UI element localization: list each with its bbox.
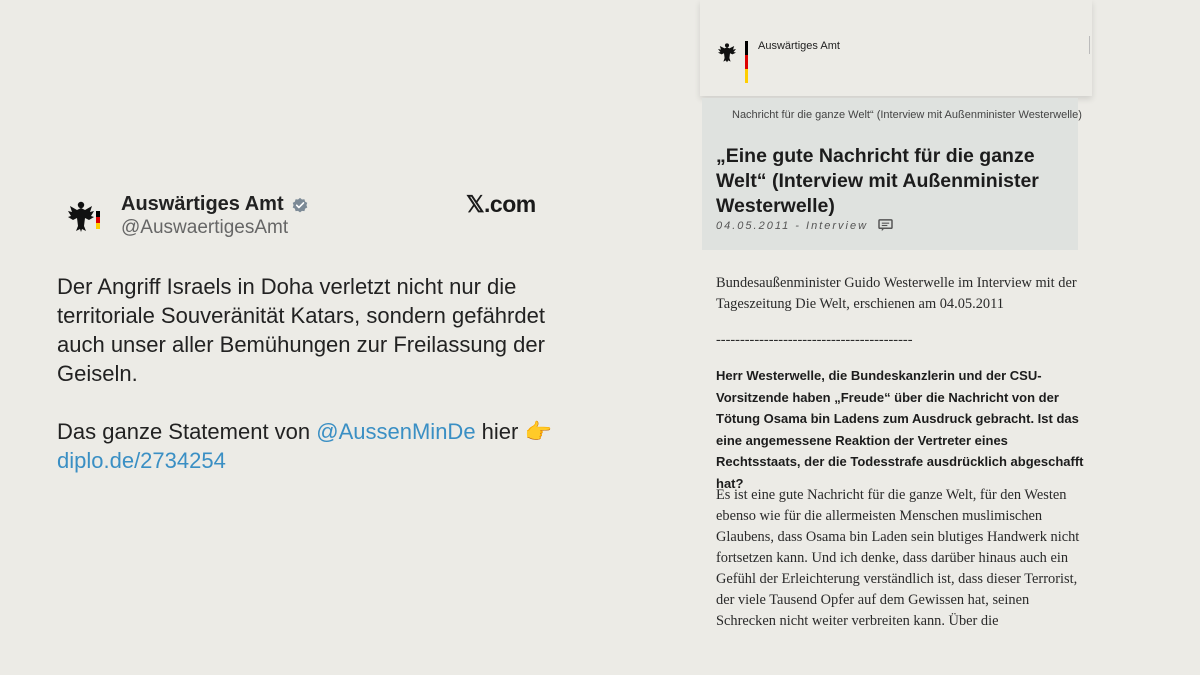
header-divider (1089, 36, 1090, 54)
statement-link[interactable]: diplo.de/2734254 (57, 448, 226, 473)
interview-question: Herr Westerwelle, die Bundeskanzlerin und der CSU-Vorsitzende haben „Freude“ über die Nachricht von der Tötung Osama bin Ladens zum Ausdruck gebracht. Ist das eine angemessene Reaktion der Vertreter eines Rechtsstaats, der die Todesstrafe ausdrücklich abgeschafft hat? (716, 368, 1084, 491)
federal-eagle-icon[interactable] (66, 196, 102, 236)
site-org-name[interactable]: Auswärtiges Amt (758, 40, 840, 52)
article-date-type: 04.05.2011 - Interview (716, 219, 869, 232)
tweet-text: Der Angriff Israels in Doha verletzt nicht nur die territoriale Souveränität Katars, sondern gefährdet auch unser aller Bemühungen zur Freilassung der Geiseln. (57, 274, 545, 386)
flag-bars (745, 41, 748, 83)
site-header (700, 0, 1092, 96)
article-meta (716, 219, 893, 232)
interview-answer: Es ist eine gute Nachricht für die ganze Welt, für den Westen ebenso wie für die allermeisten Menschen muslimischen Glaubens, dass Osama bin Laden sein blutiges Handwerk nicht fortsetzen kann. Und ich denke, dass darüber hinaus auch ein Gefühl der Erleichterung verständlich ist, dass dieser Terrorist, der viele Tausend Opfer auf dem Gewissen hat, seinen Schrecken nicht weiter verbreiten kann. Über die (716, 487, 1080, 629)
tweet-handle[interactable]: @AuswaertigesAmt (121, 217, 289, 238)
comment-icon (878, 219, 893, 232)
verified-badge-icon (291, 196, 309, 214)
tweet-statement-line (57, 417, 567, 475)
breadcrumb[interactable]: Nachricht für die ganze Welt“ (Interview mit Außenminister Westerwelle) (732, 109, 1082, 121)
article-title: „Eine gute Nachricht für die ganze Welt“ (Interview mit Außenminister Westerwelle) (716, 145, 1039, 217)
tweet-body (57, 272, 567, 475)
article-screenshot (700, 0, 1092, 675)
mention-link[interactable]: @AussenMinDe (316, 419, 476, 444)
account-name-text[interactable]: Auswärtiges Amt (121, 193, 284, 215)
federal-eagle-icon[interactable] (716, 40, 738, 64)
article-hero (702, 98, 1082, 250)
x-brand-label: 𝕏.com (466, 191, 536, 217)
tweet-account-name[interactable] (121, 193, 309, 216)
statement-prefix: Das ganze Statement von (57, 419, 317, 444)
statement-suffix: hier 👉 (475, 419, 552, 444)
article-lead: Bundesaußenminister Guido Westerwelle im Interview mit der Tageszeitung Die Welt, erschienen am 04.05.2011 (716, 275, 1077, 312)
article-separator: ----------------------------------------- (716, 332, 913, 348)
